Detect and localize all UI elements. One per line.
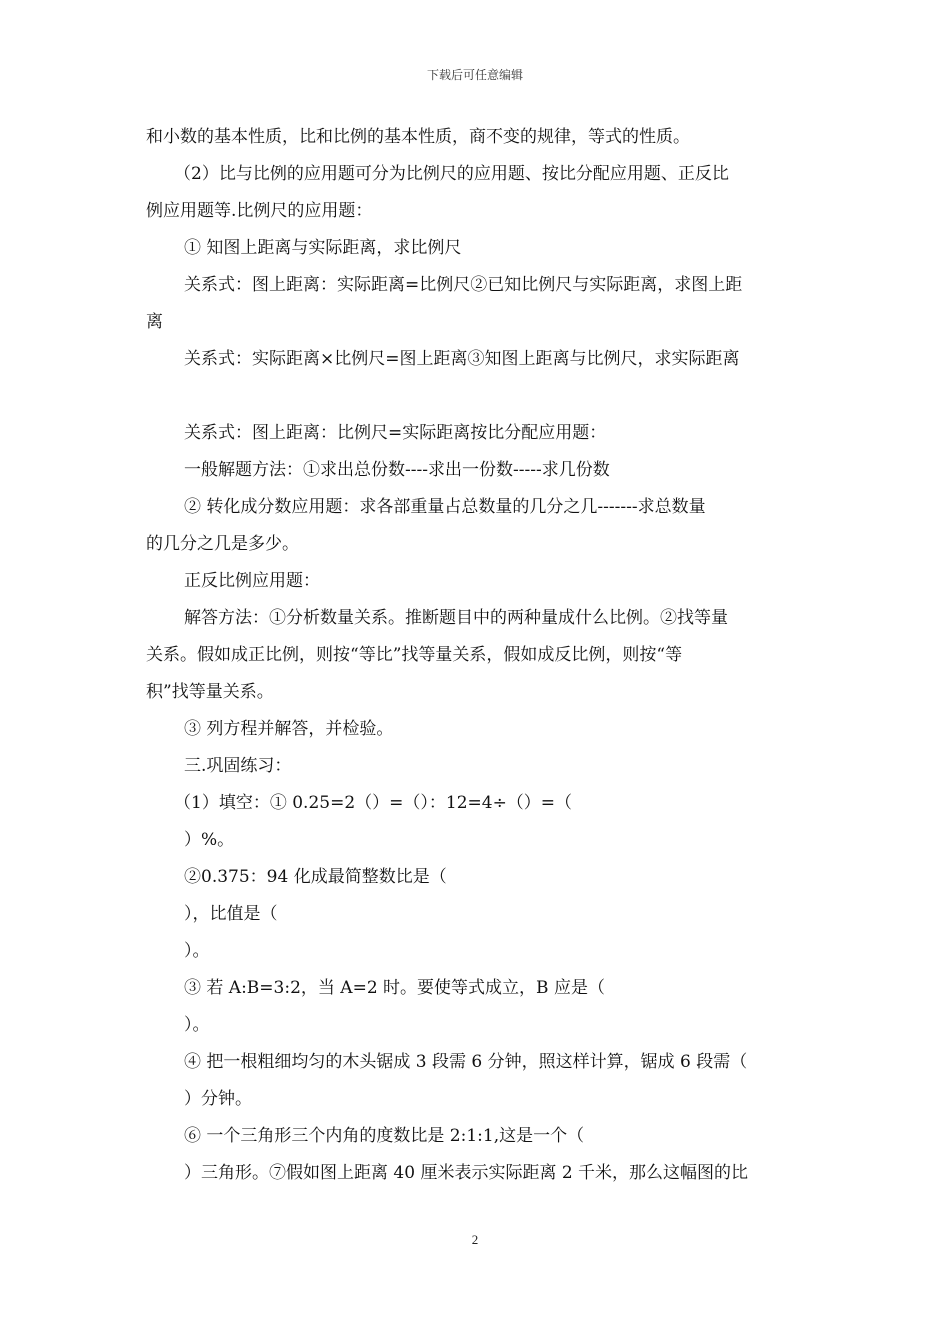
page-number: 2 bbox=[471, 1232, 479, 1247]
paragraph-line: 关系。假如成正比例，则按“等比”找等量关系，假如成反比例，则按“等 bbox=[146, 645, 683, 665]
paragraph-line: 一般解题方法：①求出总份数----求出一份数-----求几份数 bbox=[184, 460, 610, 480]
section-heading: 三.巩固练习： bbox=[184, 756, 292, 776]
paragraph-line: 关系式：图上距离：比例尺=实际距离按比分配应用题： bbox=[184, 423, 607, 443]
exercise-line: ）。 bbox=[184, 941, 210, 961]
paragraph-line: 的几分之几是多少。 bbox=[146, 534, 299, 554]
page-header: 下载后可任意编辑 bbox=[426, 68, 523, 82]
exercise-line: ③ 若 A:B=3:2，当 A=2 时。要使等式成立，B 应是（ bbox=[184, 978, 605, 998]
exercise-line: ②0.375：94 化成最简整数比是（ bbox=[184, 867, 447, 887]
paragraph-line: 关系式：实际距离×比例尺=图上距离③知图上距离与比例尺，求实际距离 bbox=[184, 349, 740, 369]
paragraph-line: （2）比与比例的应用题可分为比例尺的应用题、按比分配应用题、正反比 bbox=[174, 164, 729, 184]
paragraph-line: ① 知图上距离与实际距离，求比例尺 bbox=[184, 238, 462, 258]
exercise-line: （1）填空：① 0.25=2（）=（）：12=4÷（）=（ bbox=[174, 793, 573, 813]
paragraph-line: 积”找等量关系。 bbox=[146, 682, 274, 702]
paragraph-line: 解答方法：①分析数量关系。推断题目中的两种量成什么比例。②找等量 bbox=[184, 608, 728, 628]
document-body bbox=[146, 122, 810, 1195]
exercise-line: ⑥ 一个三角形三个内角的度数比是 2:1:1,这是一个（ bbox=[184, 1126, 585, 1146]
paragraph-line: 和小数的基本性质，比和比例的基本性质，商不变的规律，等式的性质。 bbox=[146, 127, 690, 147]
paragraph-line: ② 转化成分数应用题：求各部重量占总数量的几分之几-------求总数量 bbox=[184, 497, 706, 517]
exercise-line: ）。 bbox=[184, 1015, 210, 1035]
exercise-line: ）分钟。 bbox=[184, 1089, 252, 1109]
exercise-line: ）三角形。⑦假如图上距离 40 厘米表示实际距离 2 千米，那么这幅图的比 bbox=[184, 1163, 749, 1183]
blank-line bbox=[146, 381, 810, 418]
paragraph-line: 关系式：图上距离：实际距离=比例尺②已知比例尺与实际距离，求图上距 bbox=[184, 275, 743, 295]
paragraph-line: ③ 列方程并解答，并检验。 bbox=[184, 719, 394, 739]
paragraph-line: 例应用题等.比例尺的应用题： bbox=[146, 201, 373, 221]
exercise-line: ），比值是（ bbox=[184, 904, 278, 924]
exercise-line: ）%。 bbox=[184, 830, 235, 850]
paragraph-line: 离 bbox=[146, 312, 163, 332]
paragraph-line: 正反比例应用题： bbox=[184, 571, 320, 591]
exercise-line: ④ 把一根粗细均匀的木头锯成 3 段需 6 分钟，照这样计算，锯成 6 段需（ bbox=[184, 1052, 748, 1072]
